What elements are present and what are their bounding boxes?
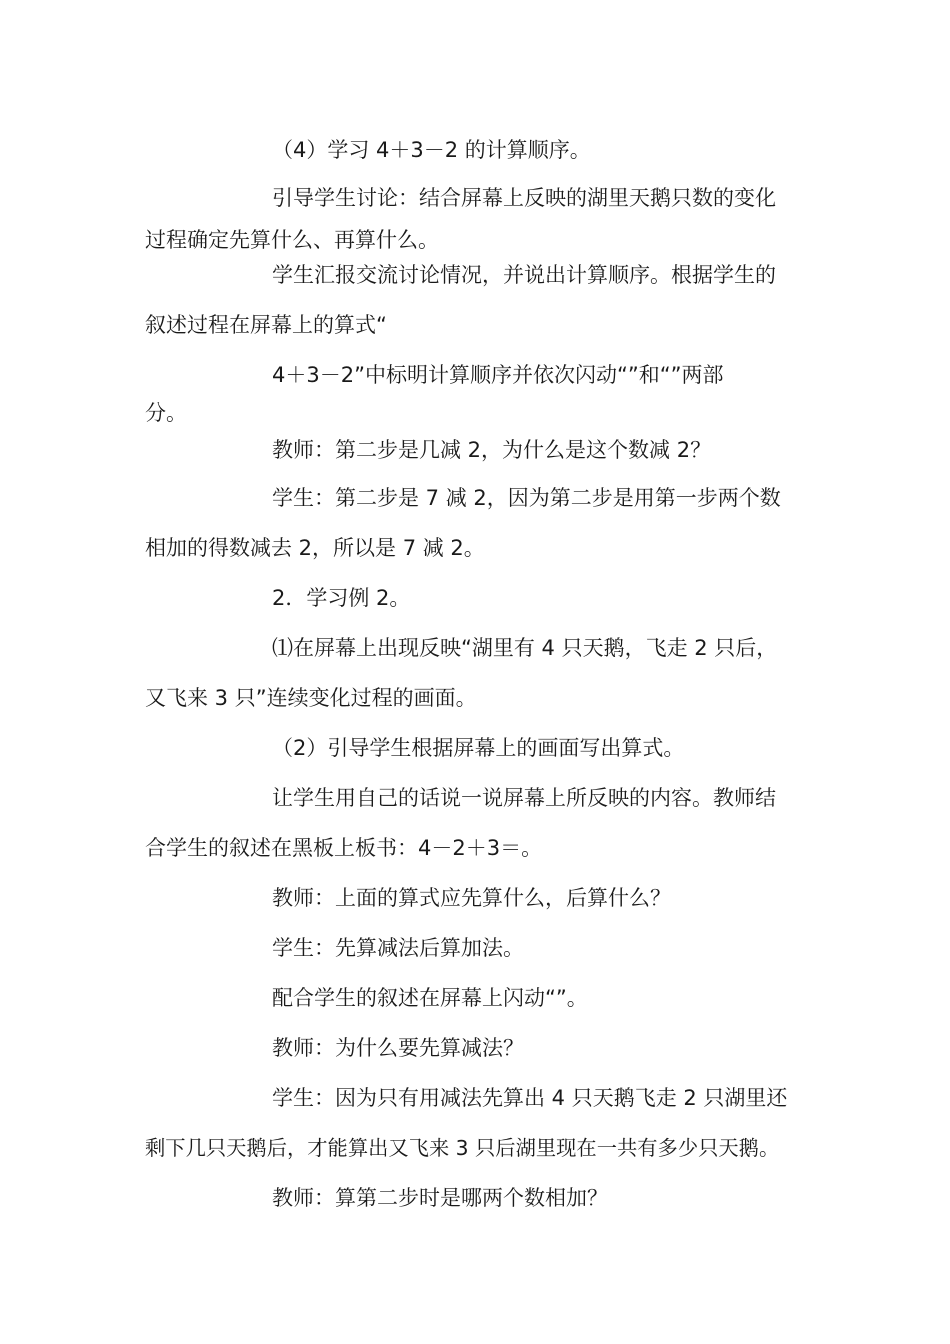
text-line: 相加的得数减去 2，所以是 7 减 2。	[145, 536, 485, 560]
text-line: 2．学习例 2。	[272, 586, 411, 610]
text-line: 学生：因为只有用减法先算出 4 只天鹅飞走 2 只湖里还	[272, 1086, 788, 1110]
text-line: 配合学生的叙述在屏幕上闪动“”。	[272, 986, 588, 1010]
text-line: 4＋3－2”中标明计算顺序并依次闪动“”和“”两部	[272, 363, 724, 387]
text-line: 教师：算第二步时是哪两个数相加？	[272, 1186, 608, 1210]
text-line: 过程确定先算什么、再算什么。	[145, 228, 439, 252]
text-line: 学生：先算减法后算加法。	[272, 936, 524, 960]
text-line: 又飞来 3 只”连续变化过程的画面。	[145, 686, 477, 710]
text-line: 让学生用自己的话说一说屏幕上所反映的内容。教师结	[272, 786, 776, 810]
text-line: 教师：为什么要先算减法？	[272, 1036, 524, 1060]
text-line: （2）引导学生根据屏幕上的画面写出算式。	[272, 736, 685, 760]
text-line: 引导学生讨论：结合屏幕上反映的湖里天鹅只数的变化	[272, 186, 776, 210]
text-line: （4）学习 4＋3－2 的计算顺序。	[272, 138, 591, 162]
text-line: ⑴在屏幕上出现反映“湖里有 4 只天鹅，飞走 2 只后，	[272, 636, 778, 660]
text-line: 剩下几只天鹅后，才能算出又飞来 3 只后湖里现在一共有多少只天鹅。	[145, 1136, 780, 1160]
text-line: 叙述过程在屏幕上的算式“	[145, 313, 387, 337]
text-line: 学生汇报交流讨论情况，并说出计算顺序。根据学生的	[272, 263, 776, 287]
text-line: 学生：第二步是 7 减 2，因为第二步是用第一步两个数	[272, 486, 781, 510]
text-line: 教师：第二步是几减 2，为什么是这个数减 2？	[272, 438, 712, 462]
text-line: 合学生的叙述在黑板上板书：4－2＋3＝。	[145, 836, 543, 860]
text-line: 分。	[145, 401, 187, 425]
text-line: 教师：上面的算式应先算什么，后算什么？	[272, 886, 671, 910]
